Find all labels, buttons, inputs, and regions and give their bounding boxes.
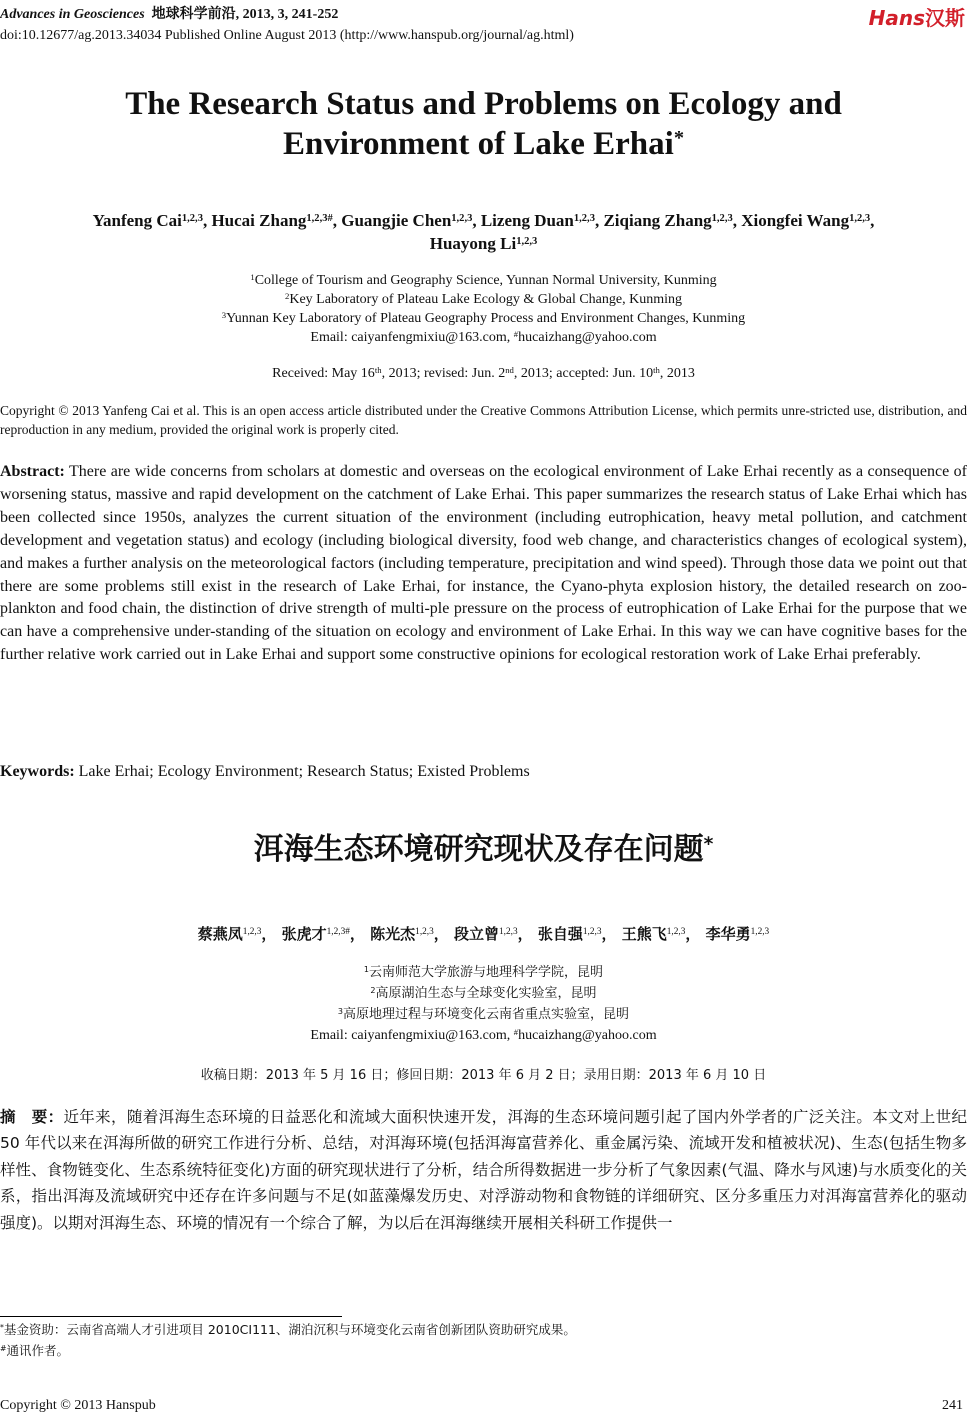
chinese-abstract-text: 近年来，随着洱海生态环境的日益恶化和流域大面积快速开发，洱海的生态环境问题引起了国内外学者的广泛关注。本文对上世纪 50 年代以来在洱海所做的研究工作进行分析、总结，对洱海环境(包括洱海富营养化、重金属污染、流域开发和植被状况)、生态(包括生物多样性、食物链变化、生态系统特征变化)方面的研究现状进行了分析，结合所得数据进一步分析了气象因素(气温、降水与风速)与水质变化的关系，指出洱海及流域研究中还存在许多问题与不足(如蓝藻爆发历史、对浮游动物和食物链的详细研究、区分多重压力对洱海富营养化的驱动强度)。以期对洱海生态、环境的情况有一个综合了解，为以后在洱海继续开展相关科研工作提供一 (0, 1108, 967, 1232)
author: Guangjie Chen (341, 211, 452, 230)
author: Hucai Zhang (211, 211, 307, 230)
author: 蔡燕凤 (197, 925, 243, 943)
affiliation: $^2$Key Laboratory of Plateau Lake Ecology & Global Change, Kunming (284, 290, 682, 307)
chinese-author-list: 蔡燕凤$^{1,2,3}$， 张虎才$^{1,2,3\#}$， 陈光杰$^{1,2,3}$， 段立曾$^{1,2,3}$， 张自强$^{1,2,3}$， 王熊飞$^{1,2,3}$， 李华勇$^{1,2,3}$ (197, 925, 770, 943)
author: Ziqiang Zhang (603, 211, 712, 230)
keywords (0, 761, 967, 784)
abstract (0, 461, 967, 667)
author: 王熊飞 (621, 925, 667, 943)
author: Xiongfei Wang (741, 211, 850, 230)
paper-title: The Research Status and Problems on Ecology and Environment of Lake Erhai* (125, 86, 842, 162)
footnote-divider (0, 1316, 342, 1317)
chinese-abstract-label: 摘 要： (0, 1108, 64, 1126)
publisher-logo: Hans汉斯 (868, 6, 965, 30)
doi-line: doi:10.12677/ag.2013.34034 Published Online August 2013 (http://www.hanspub.org/journal/ag.html) (0, 28, 574, 43)
journal-issue: 地球科学前沿, 2013, 3, 241-252 (151, 7, 339, 22)
author: 张自强 (537, 925, 583, 943)
license-note: Copyright © 2013 Yanfeng Cai et al. This is an open access article distributed under the Creative Commons Attribution License, which permits unre-stricted use, distribution, and reproduction in any medium, provided the original work is properly cited. (0, 403, 967, 437)
journal-name: Advances in Geosciences (0, 7, 145, 22)
affiliation: $^1$College of Tourism and Geography Science, Yunnan Normal University, Kunming (250, 271, 717, 288)
author: Huayong Li (429, 234, 517, 253)
chinese-email-line: Email: caiyanfengmixiu@163.com, #hucaizhang@yahoo.com (310, 1026, 657, 1043)
chinese-abstract (0, 1104, 967, 1236)
chinese-title: 洱海生态环境研究现状及存在问题* (253, 832, 714, 867)
page-number: 241 (942, 1398, 963, 1413)
affiliation: $^3$Yunnan Key Laboratory of Plateau Geography Process and Environment Changes, Kunming (221, 309, 746, 326)
author: Lizeng Duan (480, 211, 574, 230)
abstract-text: There are wide concerns from scholars at domestic and overseas on the ecological environment of Lake Erhai recently as a consequence of worsening status, massive and rapid development on the catchment of Lake Erhai. This paper summarizes the research status of Lake Erhai which has been collected since 1950s, analyzes the current situation of the environment (including eutrophication, heavy metal pollution, and catchment development and vegetation status) and ecology (including biological diversity, food web change, and characteristics changes of ecological system), and makes a further analysis on the meteorological factors (including temperature, precipitation and wind speed). Through those data we point out that there are some problems still exist in the research of Lake Erhai, for instance, the Cyano-phyta explosion history, the detailed research on zoo-plankton and food chain, the distinction of drive strength of multi-ple pressure on the process of eutrophication of Lake Erhai for the purpose that we can have a comprehensive under-standing of the situation on ecology and environment of Lake Erhai. In this way we can have cognitive bases for the further relative work carried out in Lake Erhai and support some constructive opinions for ecological restoration work of Lake Erhai preferably. (0, 463, 967, 664)
footer-copyright: Copyright © 2013 Hanspub (0, 1398, 156, 1413)
author: 段立曾 (454, 925, 500, 943)
author: 李华勇 (705, 925, 751, 943)
author: 陈光杰 (370, 925, 416, 943)
chinese-affiliation: $^3$高原地理过程与环境变化云南省重点实验室，昆明 (337, 1006, 630, 1022)
keywords-text: Lake Erhai; Ecology Environment; Research Status; Existed Problems (74, 763, 530, 780)
footnote-corresponding: #通讯作者。 (0, 1343, 70, 1358)
dates-line: Received: May 16th, 2013; revised: Jun. 2nd, 2013; accepted: Jun. 10th, 2013 (272, 364, 695, 381)
email-line: Email: caiyanfengmixiu@163.com, #hucaizhang@yahoo.com (310, 328, 657, 345)
abstract-label: Abstract: (0, 463, 65, 480)
chinese-dates-line: 收稿日期：2013 年 5 月 16 日；修回日期：2013 年 6 月 2 日；录用日期：2013 年 6 月 10 日 (200, 1068, 767, 1083)
chinese-affiliation: $^1$云南师范大学旅游与地理科学学院，昆明 (363, 964, 604, 980)
author: 张虎才 (281, 925, 327, 943)
running-header (0, 6, 338, 24)
author: Yanfeng Cai (92, 211, 182, 230)
author-list: Yanfeng Cai$^{1,2,3}$, Hucai Zhang$^{1,2,3\#}$, Guangjie Chen$^{1,2,3}$, Lizeng Duan$^{1,2,3}$, Ziqiang Zhang$^{1,2,3}$, Xiongfei Wang$^{1,2,3}$, Huayong Li$^{1,2,3}$ (92, 211, 875, 253)
chinese-affiliation: $^2$高原湖泊生态与全球变化实验室，昆明 (370, 985, 597, 1001)
keywords-label: Keywords: (0, 763, 75, 780)
footnote-funding: *基金资助：云南省高端人才引进项目 2010CI111、湖泊沉积与环境变化云南省创新团队资助研究成果。 (0, 1322, 576, 1337)
